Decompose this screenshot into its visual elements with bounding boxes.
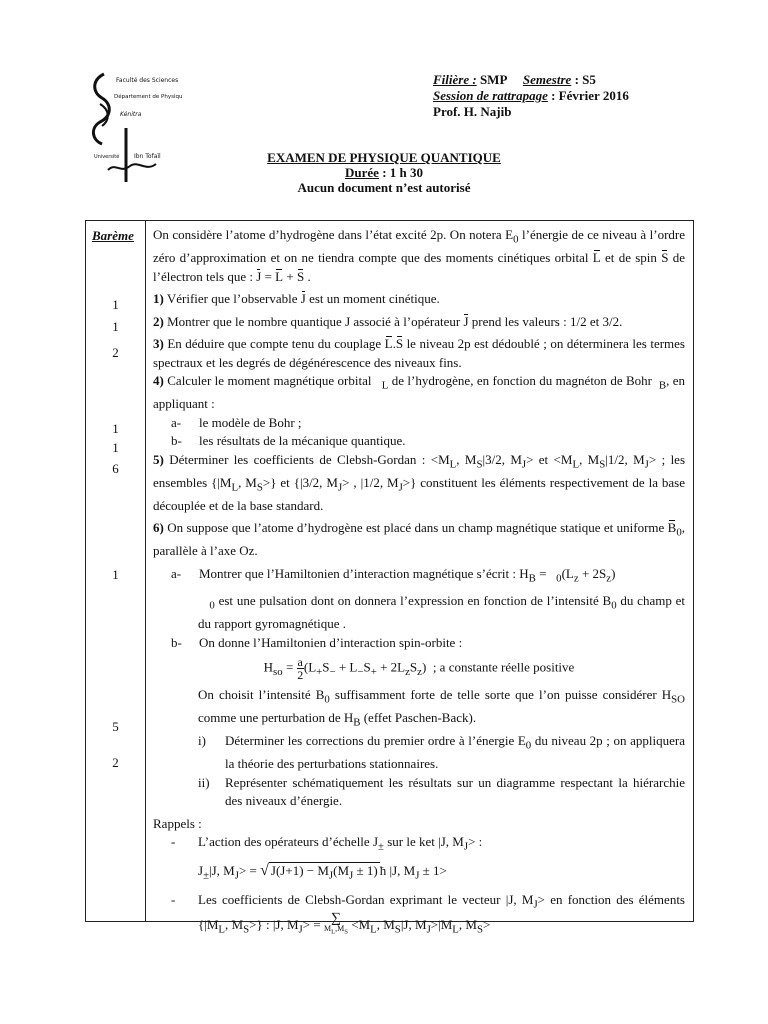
question-4a: a- le modèle de Bohr ;	[171, 414, 302, 430]
points-q6bii: 2	[112, 755, 119, 770]
points-q2: 1	[112, 319, 119, 334]
question-4: 4) Calculer le moment magnétique orbital $_L$ de l’hydrogène, en fonction du magnéton de Bohr $_B$, en appliquant :	[153, 373, 685, 412]
rappels-title: Rappels :	[153, 815, 202, 831]
filiere-line	[433, 72, 629, 88]
question-6b-ii: ii) Représenter schématiquement les résultats sur un diagramme respectant la hiérarchie des niveaux d’énergie.	[198, 774, 685, 809]
vector-L: L	[593, 249, 601, 268]
semestre-value: : S5	[574, 72, 596, 87]
exam-note: Aucun document n’est autorisé	[297, 180, 471, 195]
question-6a-cont: $_0$ est une pulsation dont on donnera l’expression en fonction de l’intensité $B_0$ du champ et du rapport gyromagnétique .	[198, 593, 686, 632]
filiere-value: SMP	[479, 72, 507, 87]
question-2: 2) Montrer que le nombre quantique J associé à l’opérateur J prend les valeurs : 1/2 et 3/2.	[153, 313, 685, 332]
svg-text:Ibn Tofaïl: Ibn Tofaïl	[134, 153, 161, 160]
points-q1: 1	[112, 297, 119, 312]
exam-title: EXAMEN DE PHYSIQUE QUANTIQUE	[267, 150, 501, 165]
duration-label: Durée	[345, 165, 379, 180]
session-line	[433, 88, 629, 104]
column-divider	[145, 221, 146, 921]
question-1: 1) Vérifier que l’observable J est un moment cinétique.	[153, 290, 685, 309]
svg-text:Kénitra: Kénitra	[120, 111, 142, 118]
vector-S: S	[661, 249, 668, 268]
question-4b: b- les résultats de la mécanique quantique.	[171, 433, 406, 449]
ladder-formula: $J_\pm|J$, $M_J>$ = √ $J(J+1) - M_J(M_J \pm 1)$ ħ |J, $M_J \pm 1>$	[198, 862, 447, 882]
svg-text:Faculté des Sciences: Faculté des Sciences	[116, 77, 179, 84]
exam-duration	[0, 165, 768, 180]
points-q5: 6	[112, 461, 119, 476]
points-q6bi: 5	[112, 719, 119, 734]
rappel-2: - Les coefficients de Clebsh-Gordan exprimant le vecteur |J, $M_J>$ en fonction des éléments {$|M_L$, $M_S>$} : |J, $M_J>$ = ∑ $M_L,M_S$ $<M_L$, $M_S|J$, $M_J>|M_L$, $M_S>$	[171, 892, 685, 936]
question-3: 3) En déduire que compte tenu du couplage L.S le niveau 2p est dédoublé ; on déterminera les termes spectraux et les degrés de dégénérescence des niveaux fins.	[153, 336, 685, 370]
question-6: 6) On suppose que l’atome d’hydrogène est placé dans un champ magnétique statique et uniforme $B_0$, parallèle à l’axe Oz.	[153, 520, 685, 559]
exam-content	[153, 226, 685, 939]
exam-table	[85, 220, 694, 936]
points-q6a: 1	[112, 567, 119, 582]
spin-orbit-formula: $H_{so}$ = $\frac{a}{2}$ $(L_+S_- + L_-S_+ + 2L_zS_z)$ ; a constante réelle positive	[263, 655, 575, 683]
question-6b-cont: On choisit l’intensité $B_0$ suffisamment forte de telle sorte que l’on puisse considérer $H_{SO}$ comme une perturbation de $H_B$ (effet Paschen-Back).	[198, 686, 685, 729]
duration-value: : 1 h 30	[382, 165, 423, 180]
points-q4a: 1	[112, 421, 119, 436]
rappel-1: - L’action des opérateurs d’échelle $J_\pm$ sur le ket |J, $M_J>$ :	[171, 834, 483, 853]
exam-title-block	[0, 150, 768, 195]
question-6b-i: i) Déterminer les corrections du premier ordre à l’énergie $E_0$ du niveau 2p ; on appliquera la théorie des perturbations stationnaires.	[198, 732, 685, 772]
exam-header-info	[433, 72, 629, 120]
session-value: : Février 2016	[551, 88, 629, 103]
points-q3: 2	[112, 345, 119, 360]
semestre-label: Semestre	[522, 72, 572, 87]
bareme-header: Barème	[92, 228, 134, 243]
filiere-label: Filière :	[433, 72, 477, 87]
question-5: 5) Déterminer les coefficients de Clebsh-Gordan : $<M_L$, $M_S|3/2$, $M_J>$ et $<M_L$, $M_S|1/2$, $M_J>$ ; les ensembles {$|M_L$, $M_S>$} et {|3/2, $M_J>$ , |1/2, $M_J>$} constituent les éléments respectivement de la base découplée et de la base standard.	[153, 451, 686, 513]
question-6b: b- On donne l’Hamiltonien d’interaction spin-orbite :	[171, 634, 463, 650]
session-label: Session de rattrapage	[433, 88, 548, 103]
svg-text:Université: Université	[94, 154, 120, 160]
svg-text:Département de Physique: Département de Physique	[114, 94, 182, 100]
professor: Prof. H. Najib	[433, 104, 512, 119]
intro-paragraph: On considère l’atome d’hydrogène dans l’état excité 2p. On notera $E_0$ l’énergie de ce niveau à l’ordre zéro d’approximation et on ne tiendra compte que des moments cinétiques orbital L et de spin S de l’électron tels que : J = L + S .	[153, 226, 685, 286]
question-6a: a- Montrer que l’Hamiltonien d’interaction magnétique s’écrit : $H_B = _0(L_z + 2S_z)$	[171, 565, 616, 585]
points-q4b: 1	[112, 440, 119, 455]
